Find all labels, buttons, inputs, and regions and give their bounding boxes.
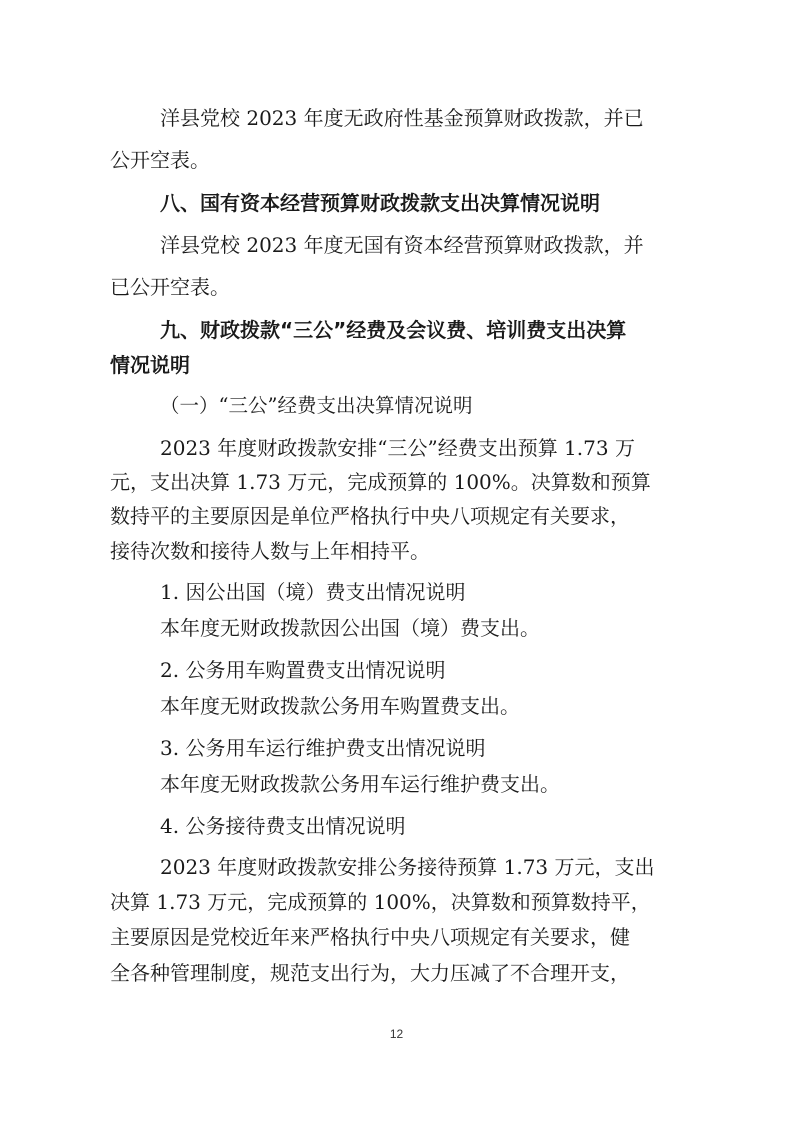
paragraph-line: 2023 年度财政拨款安排公务接待预算 1.73 万元，支出 [160,855,655,879]
paragraph-line: 洋县党校 2023 年度无国有资本经营预算财政拨款，并 [160,233,644,257]
item-title: 3. 公务用车运行维护费支出情况说明 [160,736,486,760]
item-text: 本年度无财政拨款公务用车购置费支出。 [160,694,520,718]
paragraph-line: 决算 1.73 万元，完成预算的 100%，决算数和预算数持平， [110,890,651,914]
page-number: 12 [389,1027,404,1041]
section-heading-9: 九、财政拨款“三公”经费及会议费、培训费支出决算 [160,318,627,342]
paragraph-line: 元，支出决算 1.73 万元，完成预算的 100%。决算数和预算 [110,470,651,494]
paragraph-line: 2023 年度财政拨款安排“三公”经费支出预算 1.73 万 [160,436,635,460]
section-heading-9-cont: 情况说明 [110,353,190,377]
paragraph-line: 全各种管理制度，规范支出行为，大力压减了不合理开支， [110,961,630,985]
paragraph-line: 洋县党校 2023 年度无政府性基金预算财政拨款，并已 [160,106,644,130]
item-title: 4. 公务接待费支出情况说明 [160,814,406,838]
paragraph-line: 公开空表。 [110,148,210,172]
paragraph-line: 主要原因是党校近年来严格执行中央八项规定有关要求，健 [110,925,630,949]
subsection-heading: （一）“三公”经费支出决算情况说明 [160,394,473,417]
item-text: 本年度无财政拨款因公出国（境）费支出。 [160,616,540,640]
paragraph-line: 已公开空表。 [110,275,230,299]
item-title: 2. 公务用车购置费支出情况说明 [160,658,446,682]
item-title: 1. 因公出国（境）费支出情况说明 [160,580,466,604]
paragraph-line: 数持平的主要原因是单位严格执行中央八项规定有关要求， [110,504,630,528]
paragraph-line: 接待次数和接待人数与上年相持平。 [110,539,430,563]
item-text: 本年度无财政拨款公务用车运行维护费支出。 [160,772,560,796]
section-heading-8: 八、国有资本经营预算财政拨款支出决算情况说明 [160,191,600,215]
